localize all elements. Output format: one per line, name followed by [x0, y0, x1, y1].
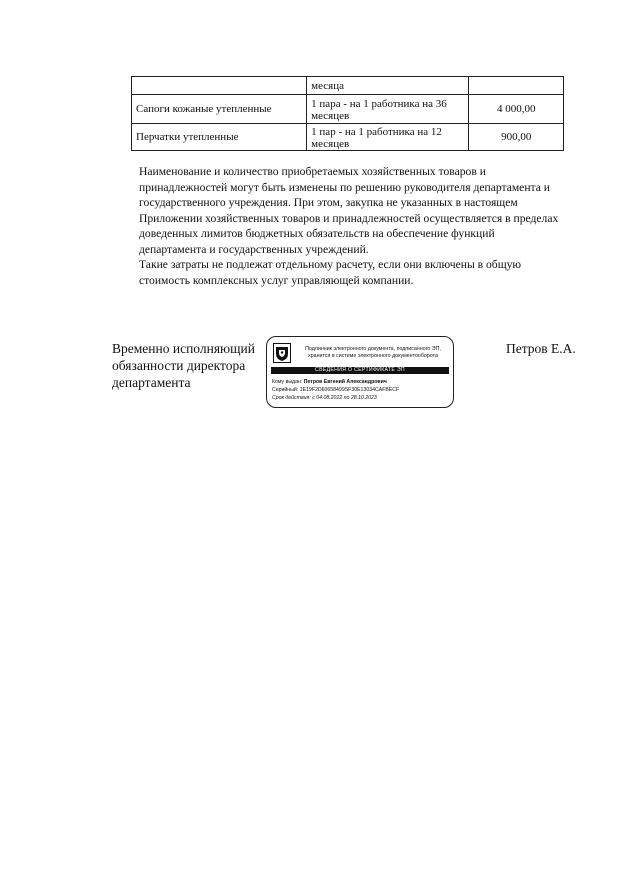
- table-row: [132, 95, 564, 124]
- item-norm-cell: [307, 77, 469, 95]
- coat-of-arms-icon: [273, 343, 291, 363]
- item-name-cell: Сапоги кожаные утепленные: [132, 95, 307, 124]
- item-price-cell: [469, 77, 564, 95]
- stamp-serial-label: Серийный:: [272, 387, 299, 393]
- signatory-name: Петров Е.А.: [506, 341, 576, 356]
- stamp-serial: [272, 387, 399, 393]
- stamp-owner-label: Кому выдан:: [272, 379, 303, 385]
- stamp-header-line: Подлинник электронного документа, подписанного ЭП,: [305, 346, 441, 352]
- goods-table: [131, 76, 564, 151]
- item-price-cell: 4 000,00: [469, 95, 564, 124]
- stamp-validity: [272, 395, 377, 401]
- item-norm-text: 1 пар - на 1 работника на 12 месяцев: [311, 125, 442, 150]
- paragraph-costs: Такие затраты не подлежат отдельному расчету, если они включены в общую стоимость комплексных услуг управляющей компании.: [139, 258, 522, 287]
- e-signature-stamp: [266, 336, 454, 408]
- signatory-title-line: департамента: [112, 375, 191, 390]
- item-name-cell: Перчатки утепленные: [132, 124, 307, 151]
- table-row: [132, 77, 564, 95]
- item-price-cell: 900,00: [469, 124, 564, 151]
- item-norm-text: 1 пара - на 1 работника на 36 месяцев: [311, 97, 447, 122]
- stamp-serial-value: 1E19F2D60658499SF30E13034CAFBECF: [299, 387, 400, 393]
- item-norm-cell: [307, 124, 469, 151]
- item-norm-text: месяца: [311, 80, 344, 92]
- paragraph-changes: Наименование и количество приобретаемых хозяйственных товаров и принадлежностей могут быть изменены по решению руководителя департамента и государственного учреждения. При этом, закупка не указанных в настоящем Приложении хозяйственных товаров и принадлежностей осуществляется в пределах доведенных лимитов бюджетных обязательств на обеспечение функций департамента и государственных учреждений.: [139, 165, 559, 256]
- stamp-header: [297, 346, 449, 359]
- table-row: [132, 124, 564, 151]
- signatory-title: [112, 340, 255, 391]
- stamp-owner-value: Петров Евгений Александрович: [303, 379, 387, 385]
- item-norm-cell: [307, 95, 469, 124]
- stamp-validity-label: Срок действия:: [272, 395, 311, 401]
- body-text: [139, 164, 564, 288]
- signatory-title-line: Временно исполняющий: [112, 341, 255, 356]
- item-name-cell: [132, 77, 307, 95]
- stamp-validity-value: с 04.08.2022 по 28.10.2023: [312, 395, 377, 401]
- stamp-owner: [272, 379, 387, 385]
- stamp-certificate-bar: СВЕДЕНИЯ О СЕРТИФИКАТЕ ЭП: [271, 367, 449, 374]
- stamp-header-line: хранится в системе электронного документооборота: [308, 352, 438, 359]
- signatory-title-line: обязанности директора: [112, 358, 246, 373]
